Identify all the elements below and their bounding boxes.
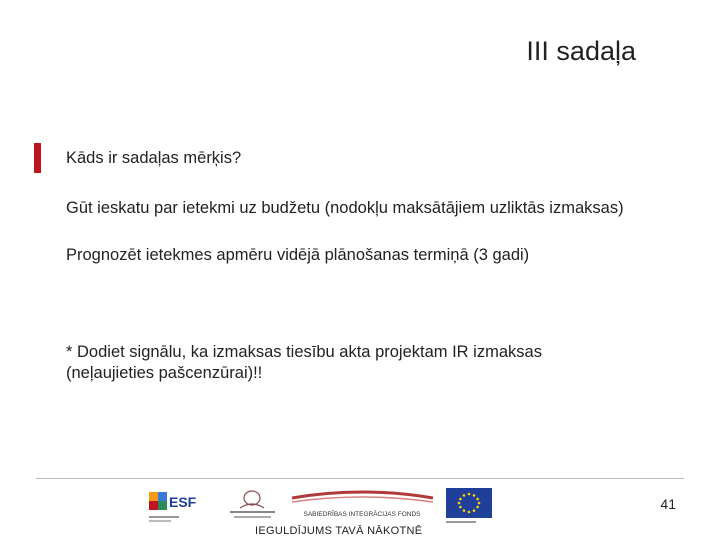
integration-fund-logo <box>290 486 435 526</box>
ministry-emblem <box>220 486 285 526</box>
eu-flag <box>444 486 494 526</box>
accent-bar <box>34 143 41 173</box>
footer-divider <box>36 478 684 479</box>
objective-point-1: Gūt ieskatu par ietekmi uz budžetu (nodokļu maksātājiem uzliktās izmaksas) <box>66 199 624 217</box>
objective-point-2: Prognozēt ietekmes apmēru vidējā plānošanas termiņā (3 gadi) <box>66 246 530 264</box>
esf-logo-text: ESF <box>169 494 197 510</box>
footer-slogan: IEGULDĪJUMS TAVĀ NĀKOTNĒ <box>255 525 423 537</box>
page-number: 41 <box>660 496 676 512</box>
esf-logo <box>135 486 205 526</box>
section-question: Kāds ir sadaļas mērķis? <box>66 149 242 167</box>
signal-note: * Dodiet signālu, ka izmaksas tiesību akta projektam IR izmaksas (neļaujieties pašcenzūrai)!! <box>66 343 542 382</box>
slide-title: III sadaļa <box>526 36 636 66</box>
fund-logo-text: SABIEDRĪBAS INTEGRĀCIJAS FONDS <box>303 511 421 518</box>
